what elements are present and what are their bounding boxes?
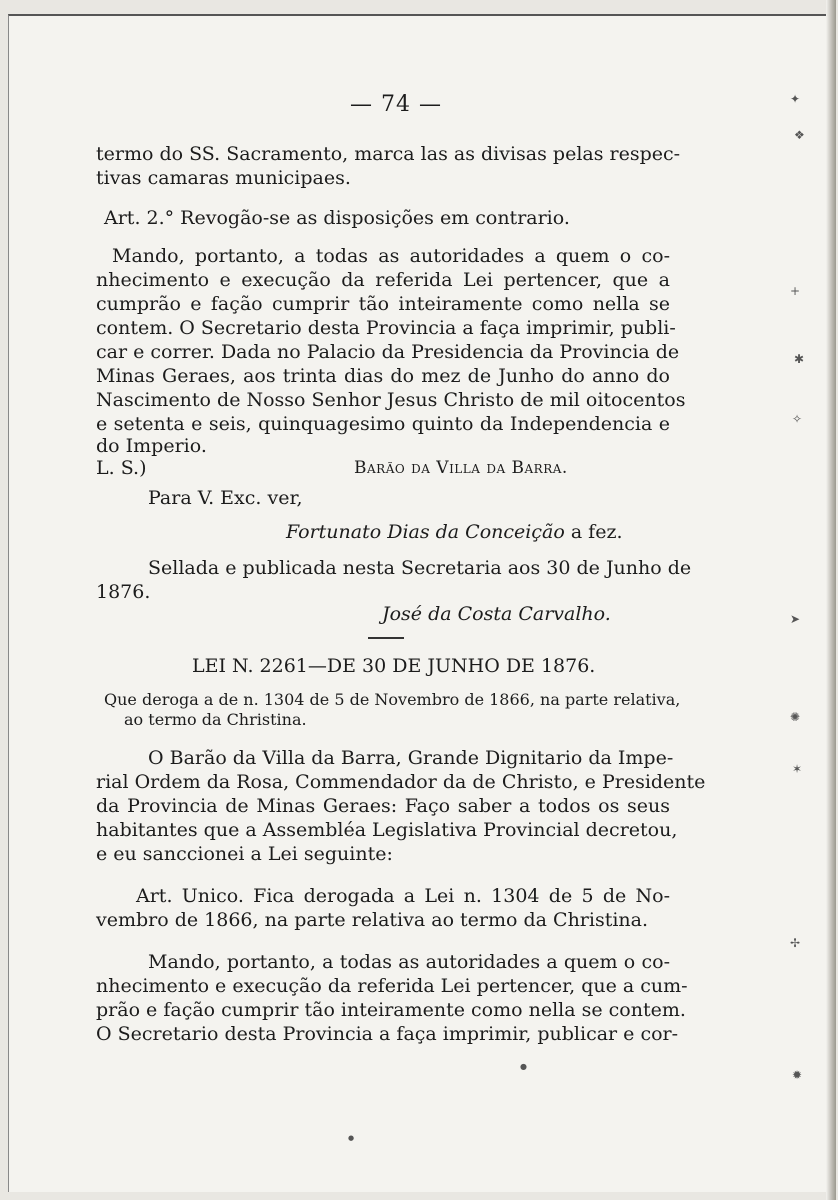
text-line: da Provincia de Minas Geraes: Faço saber a todos os seus [96, 795, 670, 817]
signature-fortunato [286, 520, 623, 544]
text-line: e setenta e seis, quinquagesimo quinto da Independencia e [96, 413, 670, 435]
text-line: rial Ordem da Rosa, Commendador da de Christo, e Presidente [96, 771, 706, 793]
text-line: Nascimento de Nosso Senhor Jesus Christo de mil oitocentos [96, 389, 686, 411]
scan-speck: ➤ [790, 612, 801, 626]
text-line: Sellada e publicada nesta Secretaria aos 30 de Junho de [148, 557, 692, 579]
text-line: Mando, portanto, a todas as autoridades a quem o co- [148, 951, 670, 973]
text-line: cumprão e fação cumprir tão inteiramente como nella se [96, 293, 670, 315]
text-line: nhecimento e execução da referida Lei pertencer, que a [96, 269, 670, 291]
scan-speck: ✦ [790, 92, 801, 106]
text-line: e eu sanccionei a Lei seguinte: [96, 843, 393, 865]
law-summary-line: ao termo da Christina. [124, 710, 307, 729]
text-line: car e correr. Dada no Palacio da Presidencia da Provincia de [96, 341, 680, 363]
scan-speck: ✢ [790, 936, 801, 950]
seal-mark: L. S.) [96, 457, 147, 479]
page-edge [826, 0, 836, 1200]
scan-speck: + [790, 284, 801, 298]
text-line: termo do SS. Sacramento, marca las as divisas pelas respec- [96, 143, 681, 165]
text-line: habitantes que a Assembléa Legislativa Provincial decretou, [96, 819, 678, 841]
scan-speck: ✧ [792, 412, 803, 426]
para-exc: Para V. Exc. ver, [148, 487, 303, 509]
text-line: do Imperio. [96, 435, 207, 457]
text-line: 1876. [96, 581, 151, 603]
text-line: prão e fação cumprir tão inteiramente como nella se contem. [96, 999, 686, 1021]
scan-speck: ✹ [792, 1068, 803, 1082]
scan-speck: ❖ [794, 128, 805, 142]
text-line: contem. O Secretario desta Provincia a faça imprimir, publi- [96, 317, 676, 339]
signature-jose: José da Costa Carvalho. [382, 603, 611, 625]
text-line: nhecimento e execução da referida Lei pertencer, que a cum- [96, 975, 688, 997]
article-2: Art. 2.° Revogão-se as disposições em contrario. [104, 207, 570, 229]
scan-speck: ● [520, 1062, 527, 1071]
text-line: vembro de 1866, na parte relativa ao termo da Christina. [96, 909, 649, 931]
text-line: Art. Unico. Fica derogada a Lei n. 1304 de 5 de No- [136, 885, 670, 907]
signature-barao: Barão da Villa da Barra. [354, 458, 568, 478]
text-line: Minas Geraes, aos trinta dias do mez de Junho do anno do [96, 365, 670, 387]
signature-suffix: a fez. [570, 521, 623, 543]
scan-speck: ✶ [792, 762, 803, 776]
signature-name: Fortunato Dias da Conceição [286, 521, 565, 543]
law-summary-line: Que deroga a de n. 1304 de 5 de Novembro de 1866, na parte relativa, [104, 690, 681, 709]
scan-speck: ● [348, 1134, 355, 1142]
scan-speck: ✱ [794, 352, 805, 366]
law-title: LEI N. 2261—DE 30 DE JUNHO DE 1876. [192, 655, 596, 677]
text-line: O Barão da Villa da Barra, Grande Dignitario da Impe- [148, 747, 674, 769]
scan-speck: ✺ [790, 710, 801, 724]
page-number: — 74 — [350, 92, 442, 117]
text-line: Mando, portanto, a todas as autoridades a quem o co- [112, 245, 670, 267]
text-line: tivas camaras municipaes. [96, 167, 351, 189]
section-divider [368, 637, 404, 639]
text-line: O Secretario desta Provincia a faça imprimir, publicar e cor- [96, 1023, 679, 1045]
